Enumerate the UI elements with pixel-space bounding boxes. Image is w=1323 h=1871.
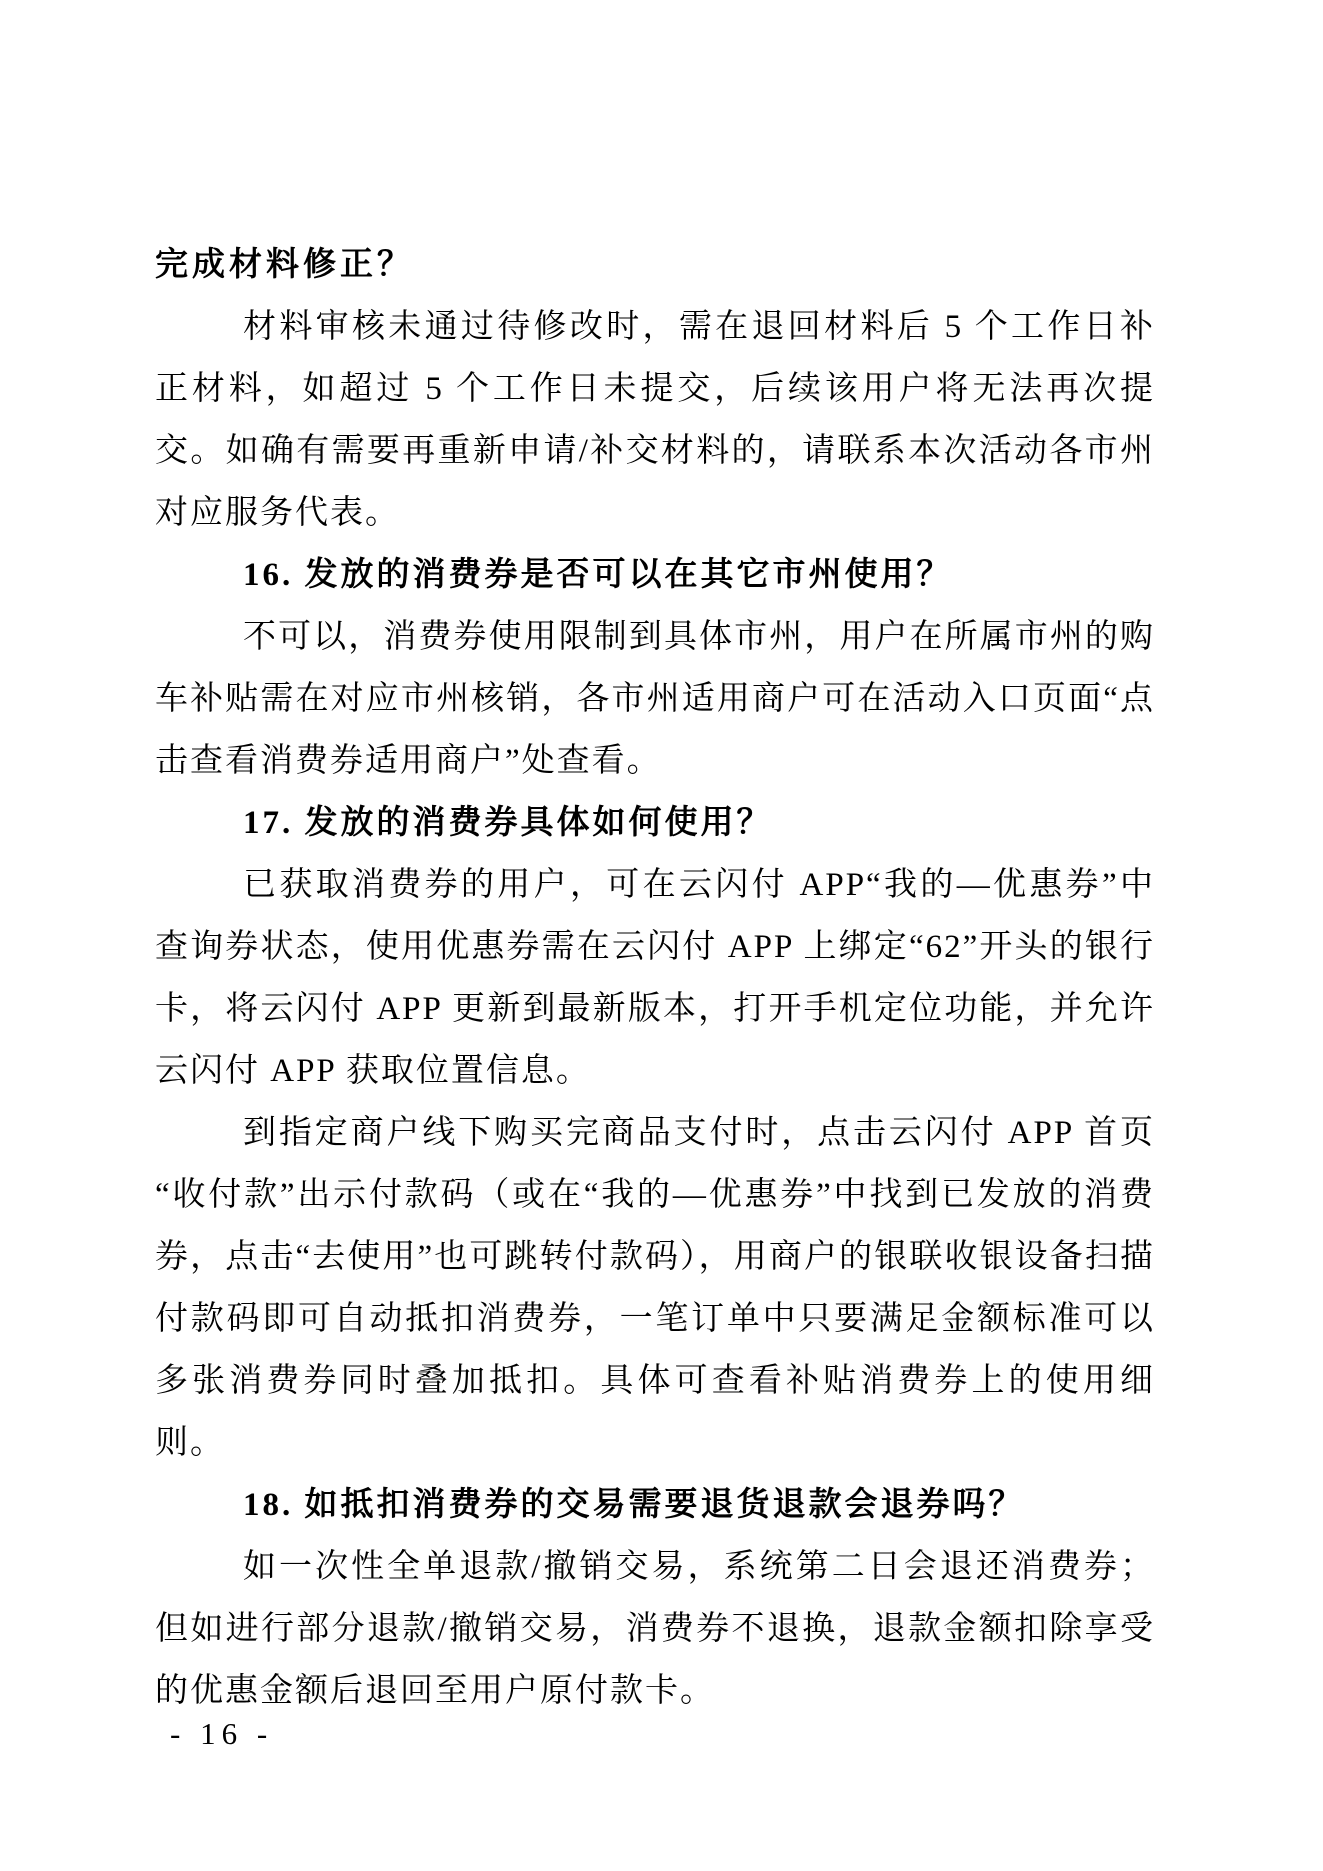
page-body <box>155 234 1155 1722</box>
question-16-heading: 16. 发放的消费券是否可以在其它市州使用？ <box>243 557 953 593</box>
question-17-heading: 17. 发放的消费券具体如何使用？ <box>243 805 773 841</box>
answer-16-paragraph: 不可以，消费券使用限制到具体市州，用户在所属市州的购车补贴需在对应市州核销，各市州适用商户可在活动入口页面“点击查看消费券适用商户”处查看。 <box>155 619 1155 779</box>
question-15-heading-continued: 完成材料修正？ <box>155 247 414 283</box>
answer-17-paragraph-1: 已获取消费券的用户，可在云闪付 APP“我的—优惠券”中查询券状态，使用优惠券需在云闪付 APP 上绑定“62”开头的银行卡，将云闪付 APP 更新到最新版本，打开手机定位功能，并允许云闪付 APP 获取位置信息。 <box>155 867 1155 1089</box>
page-number: - 16 - <box>170 1716 274 1751</box>
answer-18-paragraph: 如一次性全单退款/撤销交易，系统第二日会退还消费券；但如进行部分退款/撤销交易，消费券不退换，退款金额扣除享受的优惠金额后退回至用户原付款卡。 <box>155 1549 1155 1709</box>
question-18-heading: 18. 如抵扣消费券的交易需要退货退款会退券吗？ <box>243 1487 1025 1523</box>
answer-15-paragraph: 材料审核未通过待修改时，需在退回材料后 5 个工作日补正材料，如超过 5 个工作日未提交，后续该用户将无法再次提交。如确有需要再重新申请/补交材料的，请联系本次活动各市州对应服务代表。 <box>155 309 1155 531</box>
answer-17-paragraph-2: 到指定商户线下购买完商品支付时，点击云闪付 APP 首页“收付款”出示付款码（或在“我的—优惠券”中找到已发放的消费券，点击“去使用”也可跳转付款码），用商户的银联收银设备扫描付款码即可自动抵扣消费券，一笔订单中只要满足金额标准可以多张消费券同时叠加抵扣。具体可查看补贴消费券上的使用细则。 <box>155 1115 1155 1461</box>
